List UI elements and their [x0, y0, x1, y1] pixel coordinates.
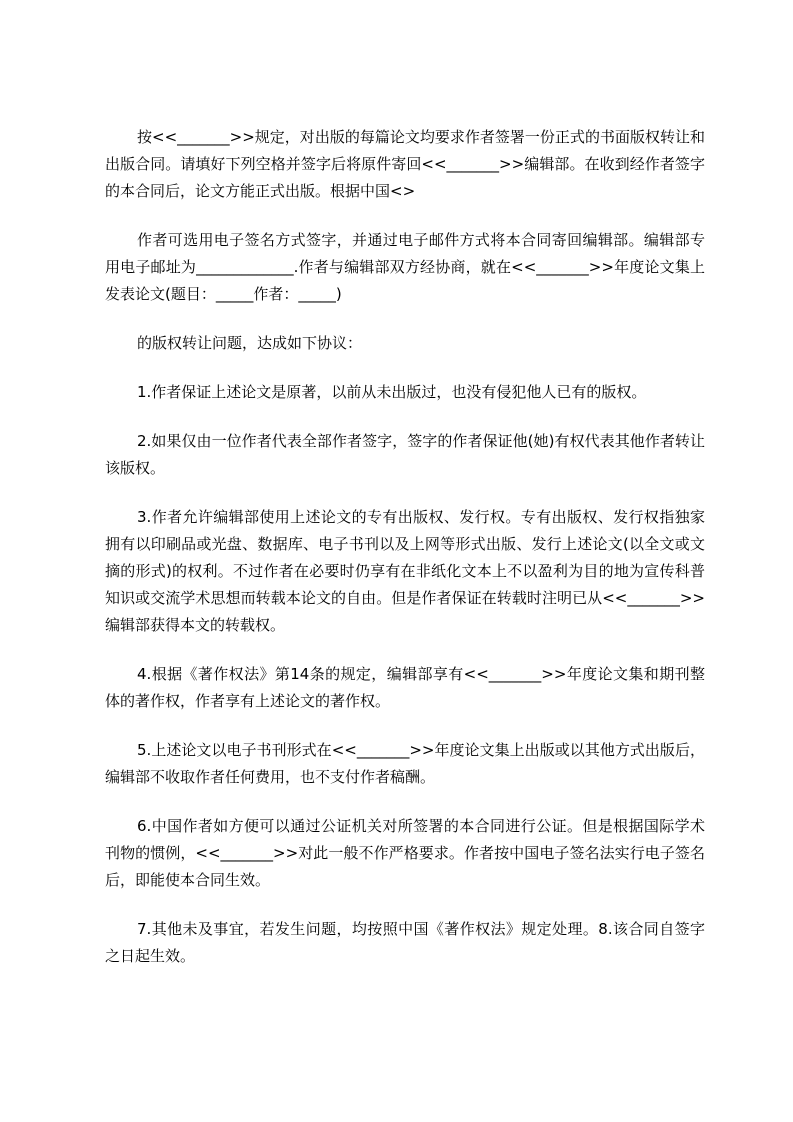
clause-3: 3.作者允许编辑部使用上述论文的专有出版权、发行权。专有出版权、发行权指独家拥有以印刷品或光盘、数据库、电子书刊以及上网等形式出版、发行上述论文(以全文或文摘的形式)的权利。不过作者在必要时仍享有在非纸化文本上不以盈利为目的地为宣传科普知识或交流学术思想而转载本论文的自由。但是作者保证在转载时注明已从<<_______>>编辑部获得本文的转载权。: [105, 508, 705, 634]
clause-4: 4.根据《著作权法》第14条的规定，编辑部享有<<_______>>年度论文集和期刊整体的著作权，作者享有上述论文的著作权。: [105, 665, 705, 710]
agreement-lead-paragraph: 的版权转让问题，达成如下协议：: [137, 334, 363, 352]
clause-6: 6.中国作者如方便可以通过公证机关对所签署的本合同进行公证。但是根据国际学术刊物的惯例，<<_______>>对此一般不作严格要求。作者按中国电子签名法实行电子签名后，即能使本合同生效。: [105, 817, 705, 889]
clause-1: 1.作者保证上述论文是原著，以前从未出版过，也没有侵犯他人已有的版权。: [137, 383, 647, 401]
contract-page: [105, 124, 705, 970]
clause-2: 2.如果仅由一位作者代表全部作者签字，签字的作者保证他(她)有权代表其他作者转让该版权。: [105, 432, 705, 477]
clause-7-8: 7.其他未及事宜，若发生问题，均按照中国《著作权法》规定处理。8.该合同自签字之日起生效。: [105, 920, 705, 965]
email-signature-paragraph: 作者可选用电子签名方式签字，并通过电子邮件方式将本合同寄回编辑部。编辑部专用电子邮址为_____________.作者与编辑部双方经协商，就在<<_______>>年度论文集上发表论文(题目：_____作者：_____): [105, 231, 705, 303]
intro-paragraph: 按<<_______>>规定，对出版的每篇论文均要求作者签署一份正式的书面版权转让和出版合同。请填好下列空格并签字后将原件寄回<<_______>>编辑部。在收到经作者签字的本合同后，论文方能正式出版。根据中国<>: [105, 128, 705, 200]
clause-5: 5.上述论文以电子书刊形式在<<_______>>年度论文集上出版或以其他方式出版后，编辑部不收取作者任何费用，也不支付作者稿酬。: [105, 741, 705, 786]
